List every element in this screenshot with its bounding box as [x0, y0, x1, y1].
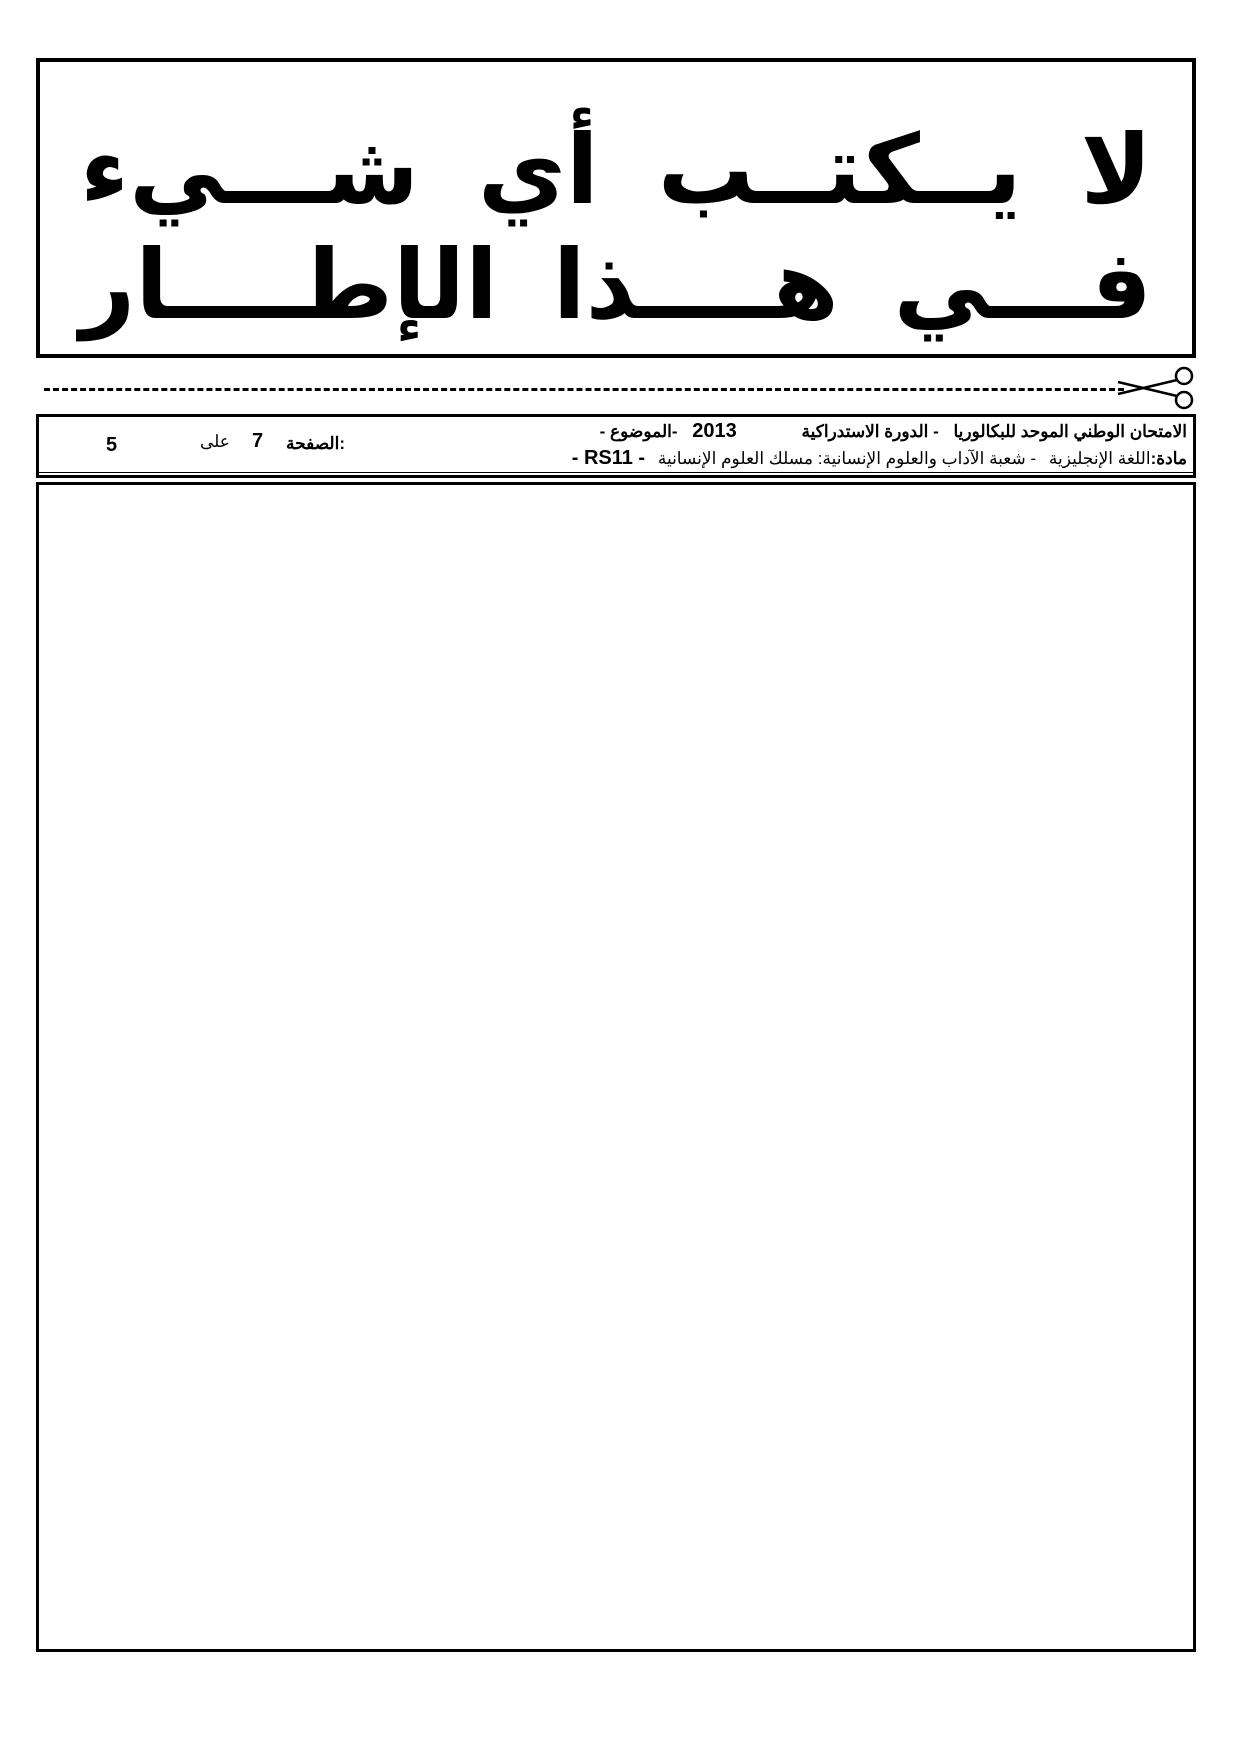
branch: - شعبة الآداب والعلوم الإنسانية: مسلك العلوم الإنسانية: [657, 449, 1037, 468]
answer-frame: [36, 482, 1196, 1652]
exam-code: - RS11 -: [571, 447, 646, 469]
page-of-label: على: [200, 432, 230, 451]
page-total: 5: [106, 434, 118, 456]
scissors-icon: [1110, 366, 1200, 410]
exam-year: 2013: [692, 420, 737, 442]
subject-value: اللغة الإنجليزية: [1048, 449, 1151, 468]
do-not-write-box: [36, 58, 1196, 358]
page-label: الصفحة:: [286, 434, 346, 453]
subject-label: مادة:: [1150, 449, 1187, 468]
exam-title: الامتحان الوطني الموحد للبكالوريا: [953, 422, 1187, 441]
warning-line-2: فـــي هــــذا الإطــــار: [80, 229, 1152, 341]
warning-line-1: لا يــكتــب أي شـــيء: [80, 114, 1152, 226]
subject-tag: -الموضوع -: [599, 422, 678, 441]
exam-session: - الدورة الاستدراكية: [801, 422, 939, 441]
cut-line: [44, 388, 1124, 391]
exam-header-line-2: [564, 447, 1187, 470]
exam-header-line-1: [590, 420, 1187, 443]
page-current: 7: [252, 430, 264, 452]
